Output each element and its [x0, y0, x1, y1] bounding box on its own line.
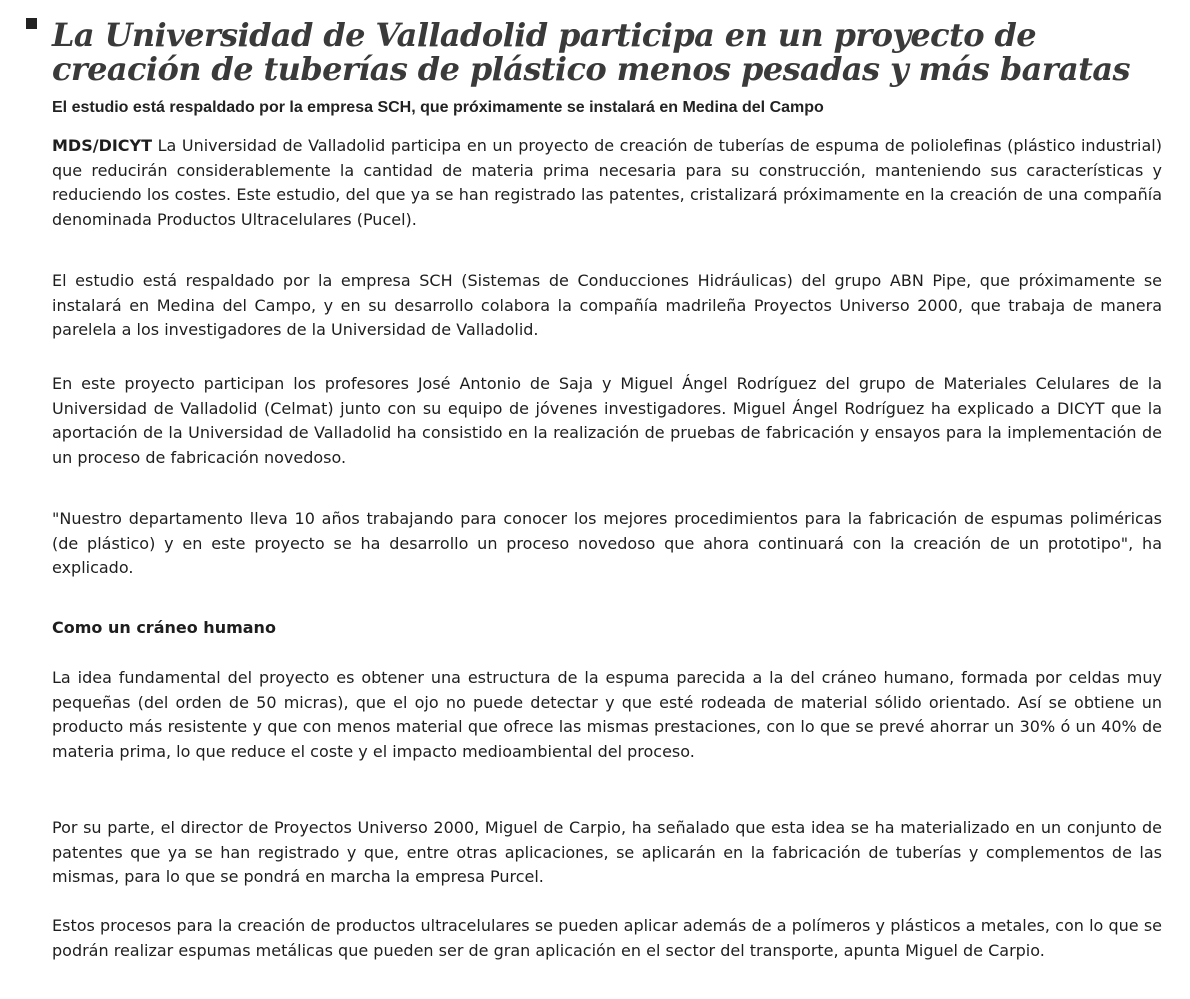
- paragraph-intro: [52, 134, 1162, 232]
- byline: MDS/DICYT: [52, 136, 153, 155]
- paragraph: Estos procesos para la creación de productos ultracelulares se pueden aplicar además de a polímeros y plásticos a metales, con lo que se podrán realizar espumas metálicas que pueden ser de gran aplicación en el sector del transporte, apunta Miguel de Carpio.: [52, 916, 1162, 960]
- article-subtitle: El estudio está respaldado por la empresa SCH, que próximamente se instalará en Medina del Campo: [52, 99, 824, 116]
- article-headline: La Universidad de Valladolid participa en un proyecto de creación de tuberías de plástico menos pesadas y más baratas: [52, 16, 1130, 88]
- paragraph-intro-text: La Universidad de Valladolid participa en un proyecto de creación de tuberías de espuma de poliolefinas (plástico industrial) que reducirán considerablemente la cantidad de materia prima necesaria para su construcción, manteniendo sus características y reduciendo los costes. Este estudio, del que ya se han registrado las patentes, cristalizará próximamente en la creación de una compañía denominada Productos Ultracelulares (Pucel).: [52, 136, 1162, 229]
- paragraph: En este proyecto participan los profesores José Antonio de Saja y Miguel Ángel Rodríguez del grupo de Materiales Celulares de la Universidad de Valladolid (Celmat) junto con su equipo de jóvenes investigadores. Miguel Ángel Rodríguez ha explicado a DICYT que la aportación de la Universidad de Valladolid ha consistido en la realización de pruebas de fabricación y ensayos para la implementación de un proceso de fabricación novedoso.: [52, 374, 1162, 467]
- paragraph-quote: "Nuestro departamento lleva 10 años trabajando para conocer los mejores procedimientos para la fabricación de espumas poliméricas (de plástico) y en este proyecto se ha desarrollo un proceso novedoso que ahora continuará con la creación de un prototipo", ha explicado.: [52, 509, 1162, 577]
- section-heading: Como un cráneo humano: [52, 618, 276, 637]
- square-bullet-icon: [26, 18, 37, 29]
- paragraph: Por su parte, el director de Proyectos Universo 2000, Miguel de Carpio, ha señalado que esta idea se ha materializado en un conjunto de patentes que ya se han registrado y que, entre otras aplicaciones, se aplicarán en la fabricación de tuberías y complementos de las mismas, para lo que se pondrá en marcha la empresa Purcel.: [52, 818, 1162, 886]
- paragraph: El estudio está respaldado por la empresa SCH (Sistemas de Conducciones Hidráulicas) del grupo ABN Pipe, que próximamente se instalará en Medina del Campo, y en su desarrollo colabora la compañía madrileña Proyectos Universo 2000, que trabaja de manera parelela a los investigadores de la Universidad de Valladolid.: [52, 271, 1162, 339]
- paragraph: La idea fundamental del proyecto es obtener una estructura de la espuma parecida a la del cráneo humano, formada por celdas muy pequeñas (del orden de 50 micras), que el ojo no puede detectar y que esté rodeada de material sólido orientado. Así se obtiene un producto más resistente y que con menos material que ofrece las mismas prestaciones, con lo que se prevé ahorrar un 30% ó un 40% de materia prima, lo que reduce el coste y el impacto medioambiental del proceso.: [52, 668, 1162, 761]
